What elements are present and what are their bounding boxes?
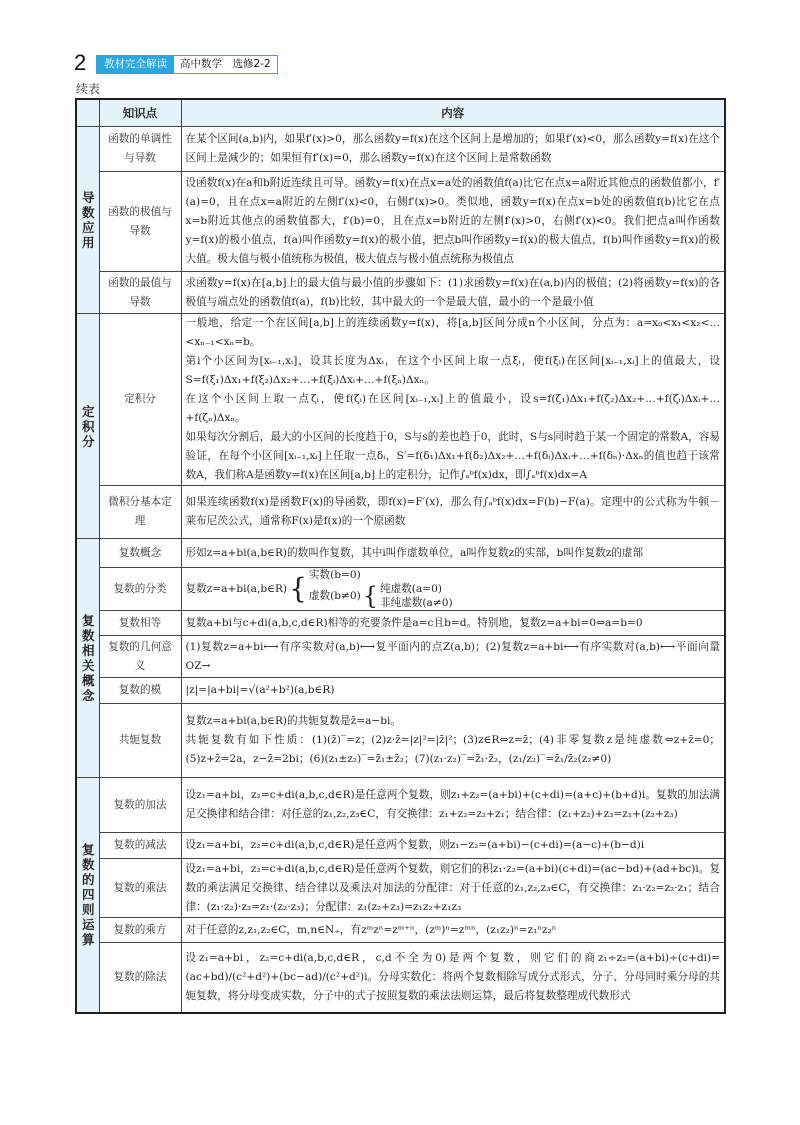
header-topic: 知识点	[99, 99, 181, 127]
content-cell	[181, 568, 725, 611]
topic-cell: 微积分基本定理	[99, 486, 181, 539]
table-row	[76, 272, 725, 314]
book-tag	[96, 55, 278, 74]
table-row	[76, 833, 725, 859]
content-cell: (1)复数z=a+bi⟷有序实数对(a,b)⟷复平面内的点Z(a,b)；(2)复数z=a+bi⟷有序实数对(a,b)⟷平面向量OZ→	[181, 636, 725, 678]
imag-branch: 虚数(b≠0)	[308, 590, 361, 602]
content-cell: 设函数f(x)在a和b附近连续且可导。函数y=f(x)在点x=a处的函数值f(a)比它在点x=a附近其他点的函数值都小，f′(a)=0，且在点x=a附近的左侧f′(x)<0，右侧f′(x)>0。类似地，函数y=f(x)在点x=b处的函数值f(b)比它在点x=b附近其他点的函数值都大，f′(b)=0，且在点x=b附近的左侧f′(x)>0，右侧f′(x)<0。我们把点a叫作函数y=f(x)的极小值点，f(a)叫作函数y=f(x)的极小值，把点b叫作函数y=f(x)的极大值点，f(b)叫作函数y=f(x)的极大值。极大值与极小值统称为极值，极大值点与极小值点统称为极值点	[181, 172, 725, 272]
content-cell: 在某个区间(a,b)内，如果f′(x)>0，那么函数y=f(x)在这个区间上是增加的；如果f′(x)<0，那么函数y=f(x)在这个区间上是减少的；如果恒有f′(x)=0，那么函数y=f(x)在这个区间上是常数函数	[181, 127, 725, 172]
content-cell: 求函数y=f(x)在[a,b]上的最大值与最小值的步骤如下：(1)求函数y=f(x)在(a,b)内的极值；(2)将函数y=f(x)的各极值与端点处的函数值f(a)，f(b)比较，其中最大的一个是最大值，最小的一个是最小值	[181, 272, 725, 314]
table-row	[76, 127, 725, 172]
table-row	[76, 486, 725, 539]
content-cell: 设z₁=a+bi，z₂=c+di(a,b,c,d∈R)是任意两个复数，则它们的积z₁·z₂=(a+bi)(c+di)=(ac−bd)+(ad+bc)i。复数的乘法满足交换律、结合律以及乘法对加法的分配律：对于任意的z₁,z₂,z₃∈C，有交换律：z₁·z₂=z₂·z₁；结合律：(z₁·z₂)·z₃=z₁·(z₂·z₃)；分配律：z₁(z₂+z₃)=z₁z₂+z₁z₃	[181, 859, 725, 918]
topic-cell: 复数的分类	[99, 568, 181, 611]
content-cell: 一般地，给定一个在区间[a,b]上的连续函数y=f(x)，将[a,b]区间分成n个小区间，分点为：a=x₀<x₁<x₂<…<xₙ₋₁<xₙ=b。 第i个小区间为[xᵢ₋₁,xᵢ]，设其长度为Δxᵢ，在这个小区间上取一点ξᵢ，使f(ξᵢ)在区间[xᵢ₋₁,xᵢ]上的值最大，设S=f(ξ₁)Δx₁+f(ξ₂)Δx₂+…+f(ξᵢ)Δxᵢ+…+f(ξₙ)Δxₙ。 在这个小区间上取一点ζᵢ，使f(ζᵢ)在区间[xᵢ₋₁,xᵢ]上的值最小，设s=f(ζ₁)Δx₁+f(ζ₂)Δx₂+…+f(ζᵢ)Δxᵢ+…+f(ζₙ)Δxₙ。 如果每次分割后，最大的小区间的长度趋于0，S与s的差也趋于0，此时，S与s同时趋于某一个固定的常数A，容易验证，在每个小区间[xᵢ₋₁,xᵢ]上任取一点δᵢ，S′=f(δ₁)Δx₁+f(δ₂)Δx₂+…+f(δᵢ)Δxᵢ+…+f(δₙ)·Δxₙ的值也趋于该常数A，我们称A是函数y=f(x)在区间[a,b]上的定积分，记作∫ₐᵇf(x)dx，即∫ₐᵇf(x)dx=A	[181, 314, 725, 486]
content-cell: 设z₁=a+bi，z₂=c+di(a,b,c,d∈R)是任意两个复数，则z₁+z₂=(a+bi)+(c+di)=(a+c)+(b+d)i。复数的加法满足交换律和结合律：对任意的z₁,z₂,z₃∈C，有交换律：z₁+z₂=z₂+z₁；结合律：(z₁+z₂)+z₃=z₁+(z₂+z₃)	[181, 778, 725, 833]
table-row	[76, 172, 725, 272]
topic-cell: 复数相等	[99, 611, 181, 636]
content-cell: 设z₁=a+bi，z₂=c+di(a,b,c,d∈R)是任意两个复数，则z₁−z₂=(a+bi)−(c+di)=(a−c)+(b−d)i	[181, 833, 725, 859]
header-content: 内容	[181, 99, 725, 127]
topic-cell: 共轭复数	[99, 704, 181, 778]
section-label: 复数的四则运算	[76, 778, 99, 1013]
topic-cell: 复数的几何意义	[99, 636, 181, 678]
content-cell: 复数z=a+bi(a,b∈R)的共轭复数是z̄=a−bi。 共轭复数有如下性质：(1)(z̄)‾=z；(2)z·z̄=|z|²=|z̄|²；(3)z∈R⇔z=z̄；(4)非零复数z是纯虚数⇔z+z̄=0；(5)z+z̄=2a，z−z̄=2bi；(6)(z₁±z₂)‾=z̄₁±z̄₂；(7)(z₁·z₂)‾=z̄₁·z̄₂，(z₁/z₂)‾=z̄₁/z̄₂(z₂≠0)	[181, 704, 725, 778]
topic-cell: 复数的加法	[99, 778, 181, 833]
table-row	[76, 611, 725, 636]
page-number: 2	[74, 50, 87, 75]
topic-cell: 复数的减法	[99, 833, 181, 859]
topic-cell: 定积分	[99, 314, 181, 486]
table-row	[76, 704, 725, 778]
classification-branches	[309, 568, 453, 610]
imag-branch-row	[309, 582, 453, 610]
table-row	[76, 314, 725, 486]
continued-label: 续表	[76, 82, 101, 96]
header-blank	[76, 99, 99, 127]
section-label: 复数相关概念	[76, 539, 99, 778]
content-cell: |z|=|a+bi|=√(a²+b²)(a,b∈R)	[181, 678, 725, 704]
complex-number-label: 复数z=a+bi(a,b∈R)	[185, 583, 288, 595]
book-label: 高中数学 选修2-2	[174, 56, 277, 73]
real-branch: 实数(b=0)	[308, 569, 361, 581]
topic-cell: 复数的乘法	[99, 859, 181, 918]
content-cell: 对于任意的z,z₁,z₂∈C，m,n∈N₊，有zᵐzⁿ=zᵐ⁺ⁿ，(zᵐ)ⁿ=zᵐⁿ，(z₁z₂)ⁿ=z₁ⁿz₂ⁿ	[181, 918, 725, 943]
knowledge-table	[75, 98, 726, 1014]
table-row	[76, 568, 725, 611]
table-row	[76, 918, 725, 943]
table-row	[76, 943, 725, 1013]
content-cell: 如果连续函数f(x)是函数F(x)的导函数，即f(x)=F′(x)，那么有∫ₐᵇf(x)dx=F(b)−F(a)。定理中的公式称为牛顿－莱布尼茨公式，通常称F(x)是f(x)的一个原函数	[181, 486, 725, 539]
topic-cell: 函数的单调性与导数	[99, 127, 181, 172]
brace-icon: {	[362, 582, 379, 610]
topic-cell: 复数的除法	[99, 943, 181, 1013]
content-cell: 形如z=a+bi(a,b∈R)的数叫作复数，其中i叫作虚数单位，a叫作复数z的实部，b叫作复数z的虚部	[181, 539, 725, 568]
section-label: 定积分	[76, 314, 99, 539]
table-row	[76, 539, 725, 568]
imag-subbranches	[380, 582, 453, 610]
topic-cell: 复数的模	[99, 678, 181, 704]
content-cell: 复数a+bi与c+di(a,b,c,d∈R)相等的充要条件是a=c且b=d。特别地，复数z=a+bi=0⇔a=b=0	[181, 611, 725, 636]
pure-imag: 纯虚数(a=0)	[380, 583, 443, 595]
topic-cell: 函数的最值与导数	[99, 272, 181, 314]
topic-cell: 复数的乘方	[99, 918, 181, 943]
classification-tree	[186, 568, 721, 610]
table-row	[76, 778, 725, 833]
brace-icon: {	[289, 572, 307, 605]
topic-cell: 复数概念	[99, 539, 181, 568]
series-label: 教材完全解读	[97, 56, 174, 73]
table-row	[76, 636, 725, 678]
content-cell: 设z₁=a+bi，z₂=c+di(a,b,c,d∈R，c,d不全为0)是两个复数，则它们的商z₁÷z₂=(a+bi)÷(c+di)=(ac+bd)/(c²+d²)+(bc−ad)/(c²+d²)i。分母实数化：将两个复数相除写成分式形式，分子、分母同时乘分母的共轭复数，将分母变成实数，分子中的式子按照复数的乘法法则运算，最后将复数整理成代数形式	[181, 943, 725, 1013]
table-row	[76, 678, 725, 704]
table-header-row	[76, 99, 725, 127]
topic-cell: 函数的极值与导数	[99, 172, 181, 272]
table-row	[76, 859, 725, 918]
section-label: 导数应用	[76, 127, 99, 314]
nonpure-imag: 非纯虚数(a≠0)	[380, 597, 453, 609]
